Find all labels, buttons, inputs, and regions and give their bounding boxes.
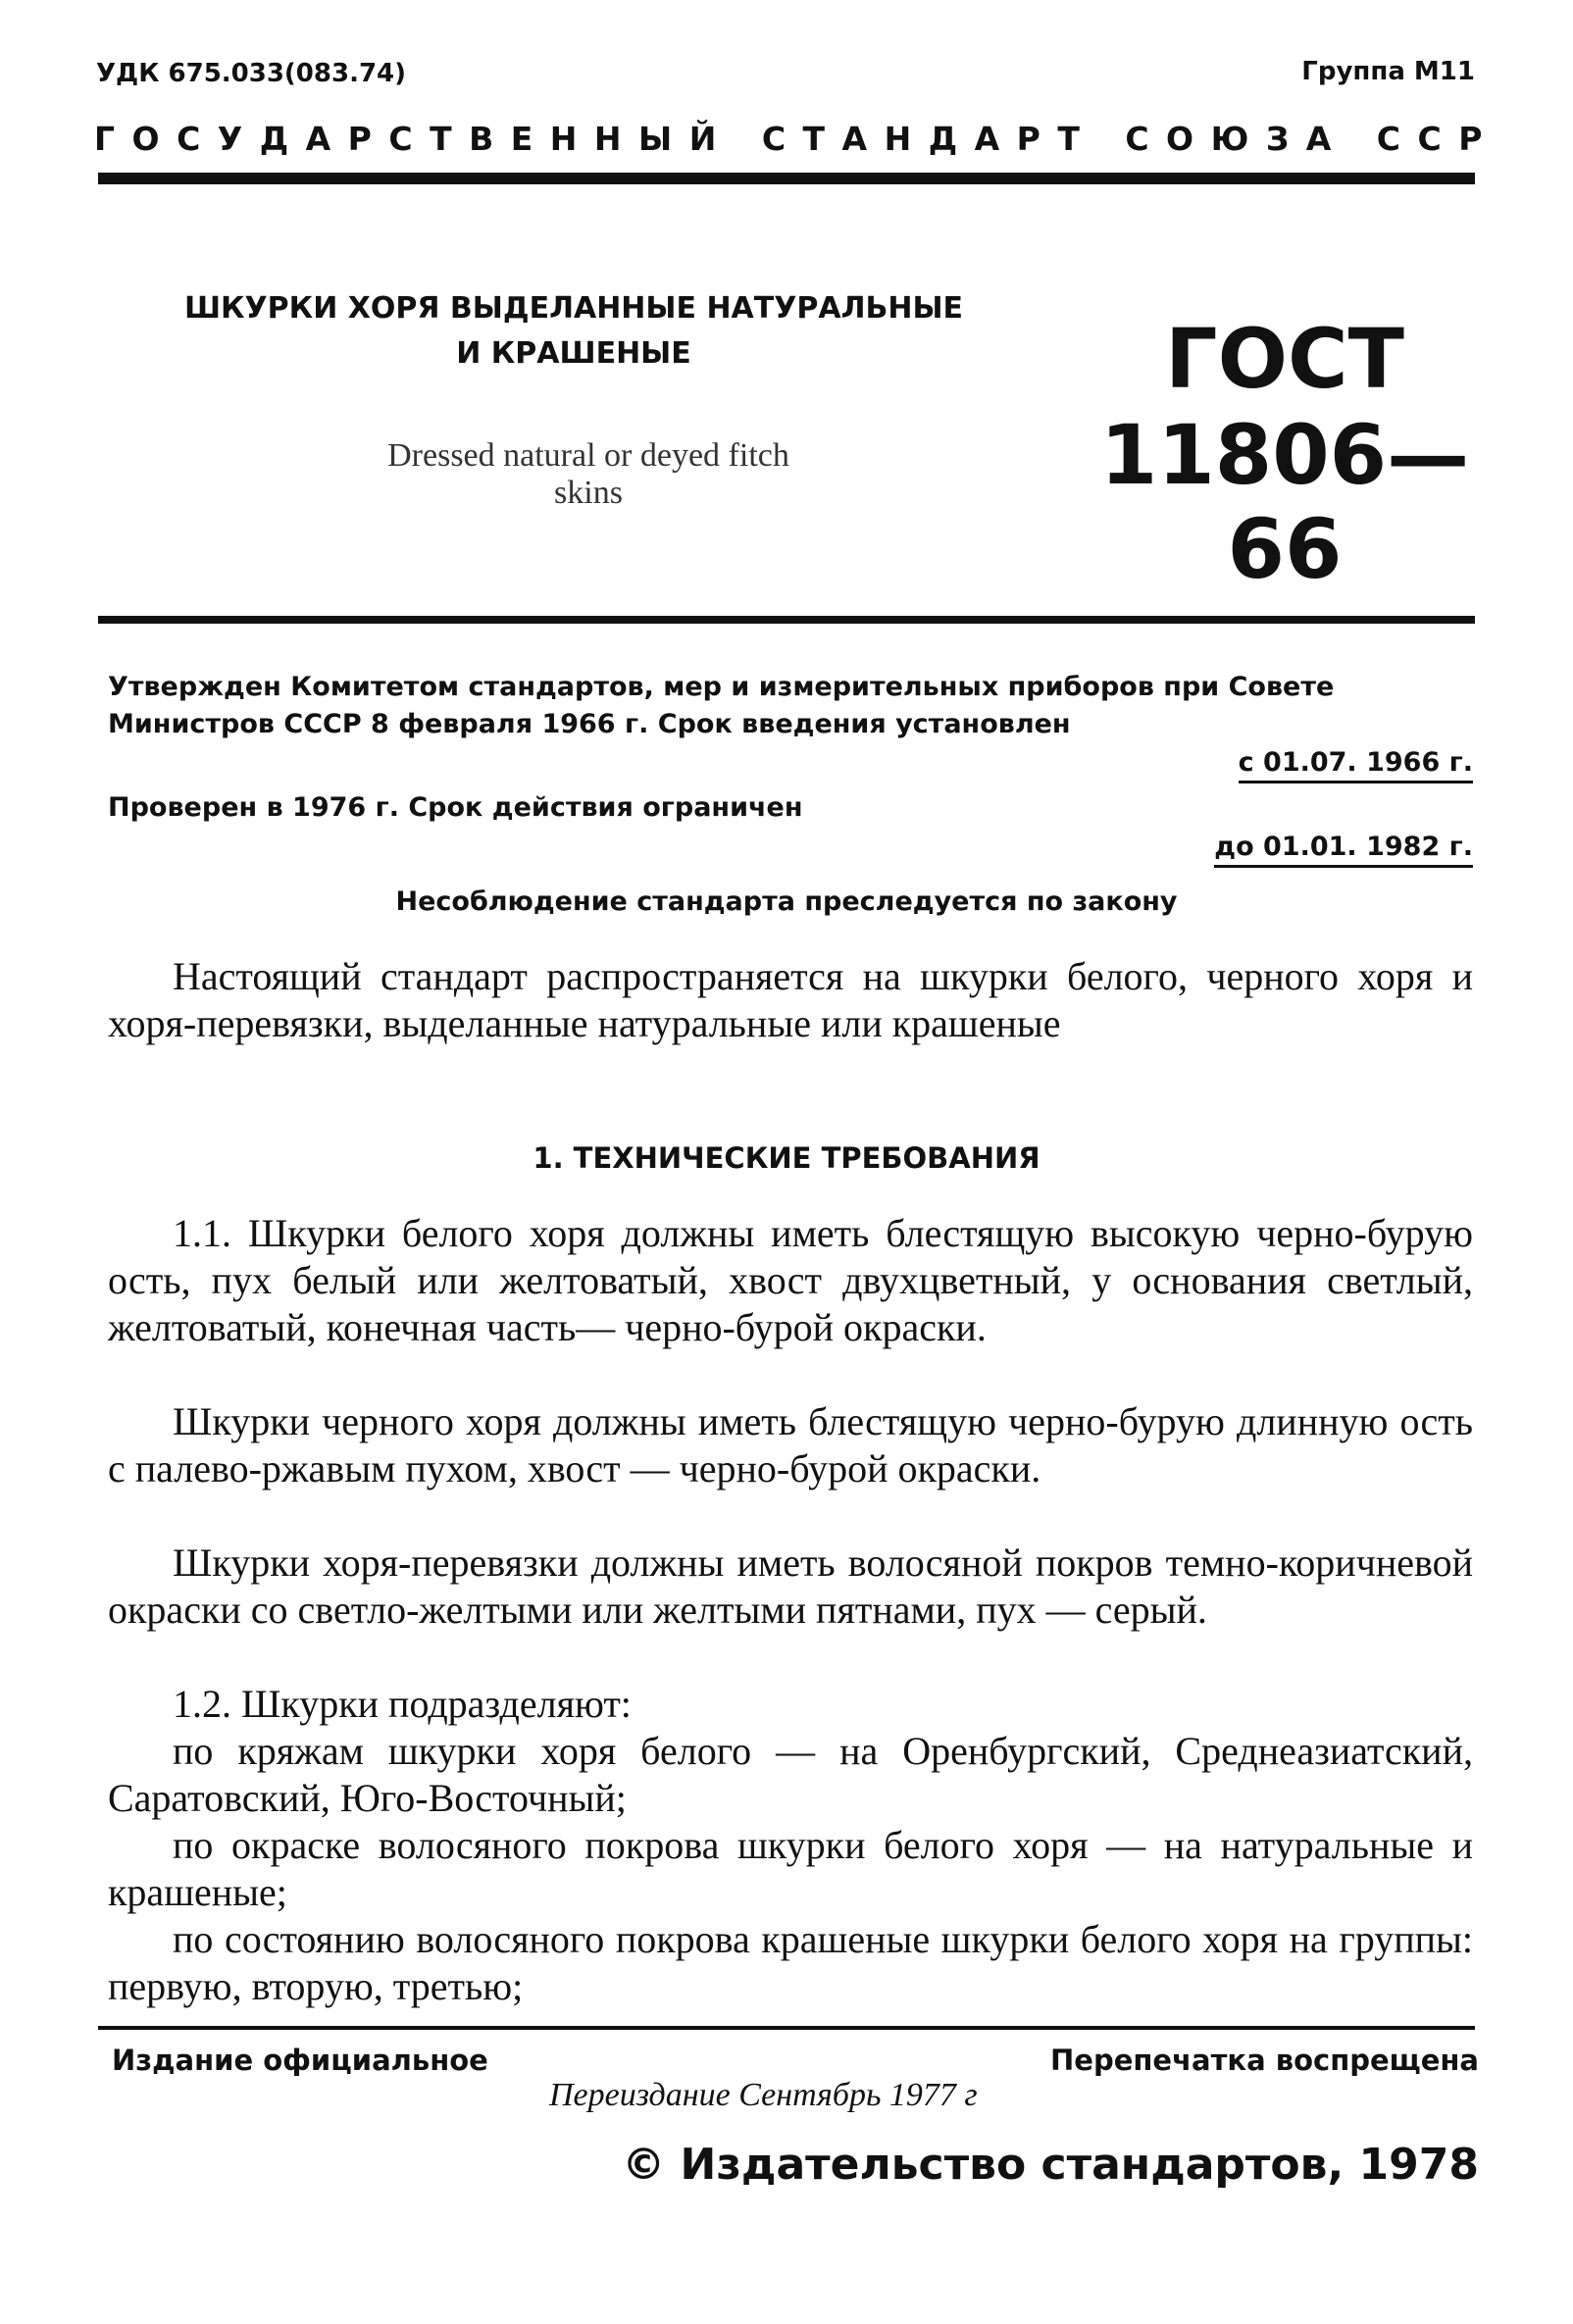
paragraph-perevyazka: Шкурки хоря-перевязки должны иметь волосяной покров темно-коричневой окраски со светло-желтыми или желтыми пятнами, пух — серый. bbox=[108, 1541, 1473, 1632]
approval-text: Утвержден Комитетом стандартов, мер и измерительных приборов при Совете Министров СССР 8 февраля 1966 г. Срок введения установлен bbox=[108, 672, 1335, 739]
group-code: Группа М11 bbox=[1301, 57, 1475, 86]
gost-label: ГОСТ bbox=[1165, 311, 1404, 407]
validity-date: до 01.01. 1982 г. bbox=[1214, 830, 1473, 868]
checked-text: Проверен в 1976 г. Срок действия ограничен bbox=[108, 792, 803, 823]
english-title-line-2: skins bbox=[554, 475, 623, 511]
paragraph-1-2: 1.2. Шкурки подразделяют: bbox=[173, 1682, 632, 1726]
gost-number: 11806—66 bbox=[1099, 407, 1470, 597]
publisher-copyright: © Издательство стандартов, 1978 bbox=[622, 2140, 1479, 2190]
intro-paragraph: Настоящий стандарт распространяется на шкурки белого, черного хоря и хоря-перевязки, выделанные натуральные или крашеные bbox=[108, 954, 1473, 1045]
title-rule bbox=[98, 616, 1475, 624]
introduction-date: с 01.07. 1966 г. bbox=[1239, 745, 1473, 783]
udk-code: УДК 675.033(083.74) bbox=[96, 59, 407, 88]
law-notice: Несоблюдение стандарта преследуется по закону bbox=[395, 886, 1178, 917]
state-standard-banner: ГОСУДАРСТВЕННЫЙ СТАНДАРТ СОЮЗА ССР bbox=[94, 120, 1499, 158]
document-title bbox=[167, 286, 981, 377]
reissue-note: Переиздание Сентябрь 1977 г bbox=[549, 2077, 978, 2113]
paragraph-1-1: 1.1. Шкурки белого хоря должны иметь блестящую высокую черно-бурую ость, пух белый или желтоватый, хвост двухцветный, у основания светлый, желтоватый, конечная часть— черно-бурой окраски. bbox=[108, 1211, 1473, 1349]
title-line-2: И КРАШЕНЫЕ bbox=[456, 336, 691, 371]
paragraph-black-fitch: Шкурки черного хоря должны иметь блестящую черно-бурую длинную ость с палево-ржавым пухом, хвост — черно-бурой окраски. bbox=[108, 1399, 1473, 1490]
title-line-1: ШКУРКИ ХОРЯ ВЫДЕЛАННЫЕ НАТУРАЛЬНЫЕ bbox=[183, 291, 964, 326]
footer-rule bbox=[98, 2026, 1475, 2030]
paragraph-state: по состоянию волосяного покрова крашеные шкурки белого хоря на группы: первую, вторую, третью; bbox=[108, 1917, 1473, 2008]
header-rule bbox=[98, 173, 1475, 184]
english-title bbox=[294, 437, 883, 512]
paragraph-okraska: по окраске волосяного покрова шкурки белого хоря — на натуральные и крашеные; bbox=[108, 1823, 1473, 1914]
english-title-line-1: Dressed natural or deyed fitch bbox=[387, 437, 789, 474]
reprint-notice: Перепечатка воспрещена bbox=[1050, 2044, 1479, 2077]
paragraph-kryazh: по кряжам шкурки хоря белого — на Оренбургский, Среднеазиатский, Саратовский, Юго-Восточный; bbox=[108, 1729, 1473, 1820]
section-heading: 1. ТЕХНИЧЕСКИЕ ТРЕБОВАНИЯ bbox=[533, 1141, 1040, 1175]
official-edition: Издание официальное bbox=[112, 2044, 488, 2077]
